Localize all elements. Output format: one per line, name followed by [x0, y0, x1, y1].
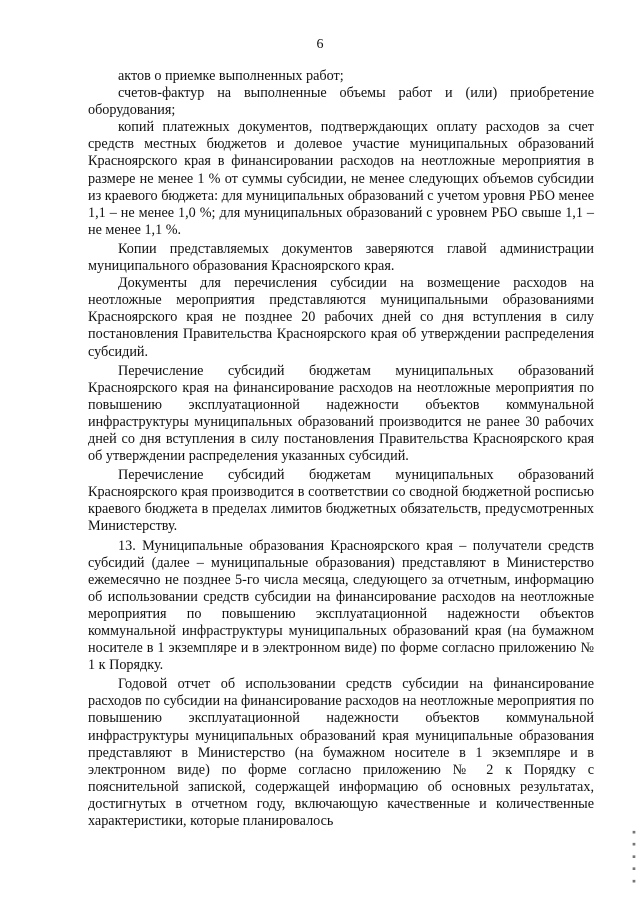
paragraph-copies-certified: Копии представляемых документов заверяются главой администрации муниципального образования Красноярского края. [88, 240, 594, 275]
page-number: 6 [316, 37, 324, 52]
paragraph-payment-copies: копий платежных документов, подтверждающих оплату расходов за счет средств местных бюджетов и долевое участие муниципальных образований Красноярского края в финансировании расходов на неотложные мероприятия в размере не менее 1 % от суммы субсидии, не менее следующих объемов субсидии из краевого бюджета: для муниципальных образований с учетом уровня РБО менее 1,1 – не менее 1,0 %; для муниципальных образований с уровнем РБО свыше 1,1 – не менее 1,1 %. [88, 119, 594, 238]
paragraph-subsidy-transfer: Перечисление субсидий бюджетам муниципальных образований Красноярского края на финансирование расходов на неотложные мероприятия по повышению эксплуатационной надежности объектов коммунальной инфраструктуры муниципальных образований производится не ранее 30 рабочих дней со дня вступления в силу постановления Правительства Красноярского края об утверждении распределения указанных субсидий. [88, 362, 594, 465]
scan-margin-mark: ▪ ▪ ▪ ▪ ▪ [630, 828, 638, 885]
paragraph-annual-report: Годовой отчет об использовании средств субсидии на финансирование расходов по субсидии на финансирование расходов на неотложные мероприятия по повышению эксплуатационной надежности объектов коммунальной инфраструктуры муниципальных образований края муниципальные образования представляют в Министерство (на бумажном носителе в 1 экземпляре и в электронном виде) по форме согласно приложению № 2 к Порядку с пояснительной запиской, содержащей информацию об основных результатах, достигнутых в отчетном году, включающую качественные и количественные характеристики, которые планировалось [88, 676, 595, 830]
paragraph-section-13: 13. Муниципальные образования Красноярского края – получатели средств субсидий (далее – муниципальные образования) представляют в Министерство ежемесячно не позднее 5-го числа месяца, следующего за отчетным, информацию об использовании средств субсидии на финансирование расходов на неотложные мероприятия по повышению эксплуатационной надежности объектов коммунальной инфраструктуры муниципальных образований края (на бумажном носителе в 1 экземпляре и в электронном виде) по форме согласно приложению № 1 к Порядку. [88, 537, 594, 674]
paragraph-acts-of-acceptance: актов о приемке выполненных работ; [118, 68, 344, 84]
paragraph-budget-schedule: Перечисление субсидий бюджетам муниципальных образований Красноярского края производится в соответствии со сводной бюджетной росписью краевого бюджета в пределах лимитов бюджетных обязательств, предусмотренных Министерству. [88, 467, 594, 535]
paragraph-invoices: счетов-фактур на выполненные объемы работ и (или) приобретение оборудования; [88, 85, 594, 119]
paragraph-documents-submission: Документы для перечисления субсидии на возмещение расходов на неотложные мероприятия представляются муниципальными образованиями Красноярского края не позднее 20 рабочих дней со дня вступления в силу постановления Правительства Красноярского края об утверждении распределения субсидий. [88, 275, 594, 360]
document-body [88, 68, 594, 830]
